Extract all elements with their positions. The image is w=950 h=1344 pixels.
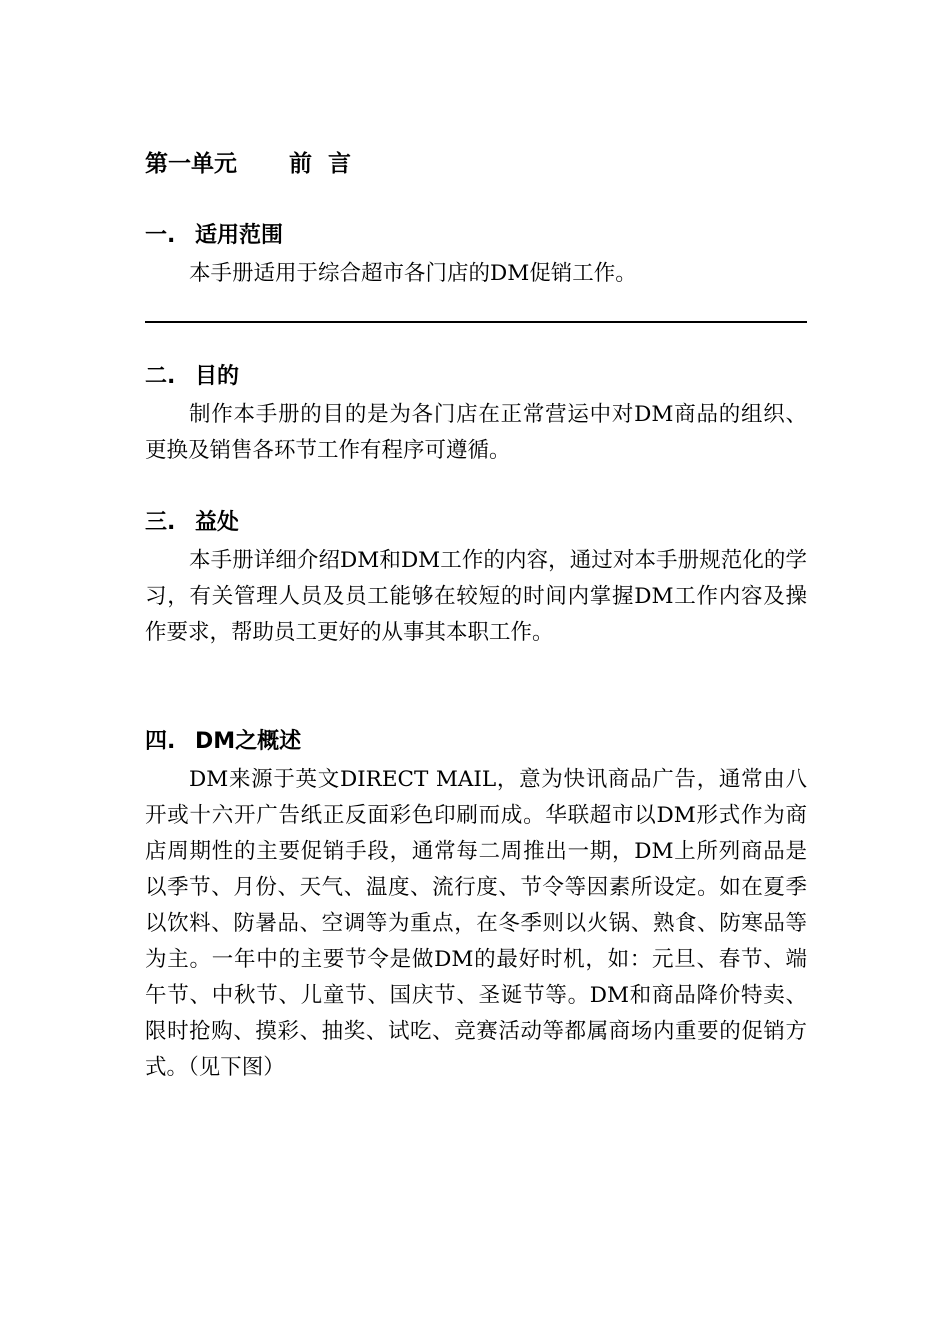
section-body: 本手册详细介绍DM和DM工作的内容，通过对本手册规范化的学习，有关管理人员及员工能够在较短的时间内掌握DM工作内容及操作要求，帮助员工更好的从事其本职工作。 xyxy=(145,548,807,645)
section-title: 目的 xyxy=(195,364,240,389)
section-heading xyxy=(145,508,807,538)
section-scope xyxy=(145,221,807,292)
section-title: 益处 xyxy=(195,510,240,535)
section-heading xyxy=(145,362,807,392)
section-number: 二. xyxy=(145,364,176,389)
section-heading xyxy=(145,221,807,251)
section-number: 一. xyxy=(145,223,176,248)
section-body: 本手册适用于综合超市各门店的DM促销工作。 xyxy=(189,261,637,286)
section-dm-overview xyxy=(145,727,807,1086)
section-heading xyxy=(145,727,807,757)
section-benefits xyxy=(145,508,807,651)
section-body: 制作本手册的目的是为各门店在正常营运中对DM商品的组织、更换及销售各环节工作有程序可遵循。 xyxy=(145,402,807,463)
unit-title xyxy=(145,148,351,180)
section-title: 适用范围 xyxy=(195,223,284,248)
unit-heading: 前 言 xyxy=(289,151,352,177)
unit-label: 第一单元 xyxy=(145,151,237,177)
section-purpose xyxy=(145,362,807,469)
horizontal-divider xyxy=(145,321,807,323)
section-number: 三. xyxy=(145,510,176,535)
section-number: 四. xyxy=(145,729,176,754)
section-title: DM之概述 xyxy=(195,729,302,754)
section-body: DM来源于英文DIRECT MAIL，意为快讯商品广告，通常由八开或十六开广告纸正反面彩色印刷而成。华联超市以DM形式作为商店周期性的主要促销手段，通常每二周推出一期，DM上所列商品是以季节、月份、天气、温度、流行度、节令等因素所设定。如在夏季以饮料、防暑品、空调等为重点，在冬季则以火锅、熟食、防寒品等为主。一年中的主要节令是做DM的最好时机，如：元旦、春节、端午节、中秋节、儿童节、国庆节、圣诞节等。DM和商品降价特卖、限时抢购、摸彩、抽奖、试吃、竞赛活动等都属商场内重要的促销方式。（见下图） xyxy=(145,767,807,1080)
